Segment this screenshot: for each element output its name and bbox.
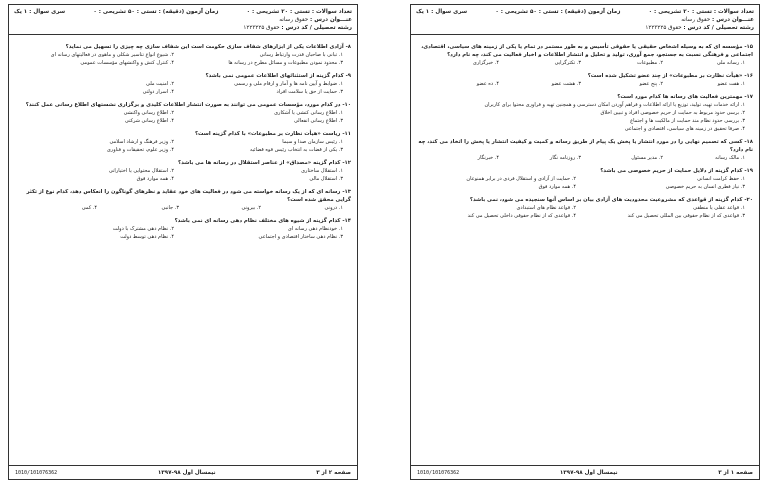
question-text: ۱۴- کدام گزینه از شیوه های مختلف نظام دهی رسانه ای نمی باشد؟ — [174, 218, 351, 224]
answer-options — [15, 167, 351, 183]
answer-option: ۳. محدود نمودن مطبوعات و مسائل مطرح در رسانه ها — [228, 60, 343, 66]
page-number: صفحه ۱ از ۳ — [718, 469, 753, 476]
answer-option: ۱. استقلال ساختاری — [301, 168, 343, 174]
question-count: تعداد سوالات : تستی : ۲۰ تشریحی : ۰ — [246, 9, 352, 15]
course-value: حقوق رسانه — [279, 17, 309, 23]
term-label: نیمسال اول ۹۸-۱۳۹۷ — [559, 469, 618, 476]
answer-option: ۴. قواعدی که از نظام حقوقی داخلی تحصیل می کند — [467, 213, 576, 219]
answer-option: ۱. درونی — [324, 205, 343, 211]
exam-code: 1010/101076362 — [417, 469, 460, 476]
answer-option: ۴. نظام دهی توسط دولت — [120, 234, 174, 240]
question-text: ۹- کدام گزینه از استثنائهای اطلاعات عمومی نمی باشد؟ — [205, 73, 351, 79]
page-header — [9, 5, 357, 35]
answer-option: ۱. تبانی با صاحبان قدرت وارتباط رسانی — [259, 52, 343, 58]
answer-option: ۳. تکثرگرایی — [554, 60, 581, 66]
answer-option: ۴. وزیر علوم، تحقیقات و فناوری — [106, 147, 174, 153]
answer-option: ۴. خبرگزاری — [472, 60, 499, 66]
answer-options — [15, 138, 351, 154]
answer-option: ۳. بررسی حدود نظام مند حمایت از مالکیت ها و اجتماع — [630, 118, 745, 124]
answer-options — [417, 154, 753, 162]
answer-options — [15, 204, 351, 212]
answer-option: ۱. حفظ کرامت انسانی — [697, 176, 745, 182]
answer-option: ۲. بیرونی — [241, 205, 261, 211]
answer-option: ۴. خبرنگار — [477, 155, 499, 161]
answer-option: ۱. مالک رسانه — [715, 155, 745, 161]
course-label: عنـــوان درس : — [310, 17, 352, 23]
exam-page-1 — [410, 4, 760, 480]
answer-option: ۲. قواعد نظام های استبدادی — [516, 205, 576, 211]
question-text: ۱۱- ریاست «هیأت نظارت بر مطبوعات» با کدام گزینه است؟ — [194, 131, 351, 137]
answer-option: ۲. مدیر مسئول — [631, 155, 663, 161]
answer-option: ۳. جانبی — [161, 205, 179, 211]
page-header — [411, 5, 759, 35]
page-footer — [411, 465, 759, 479]
answer-option: ۱. هفت عضو — [717, 81, 745, 87]
field-value: حقوق ۱۲۲۳۲۲۵ — [243, 25, 280, 31]
question-text: ۱۵- مؤسسه ای که به وسیله اشخاص حقیقی یا حقوقی تأسیس و به طور مستمر در تمام یا یکی از زمینه های سیاسی، اقتصادی، اجتماعی و فرهنگی نسبت به جستجو، جمع آوری، تولید و تحلیل و انتشار اطلاعات و اخبار فعالیت می کند، چه نام دارد؟ — [421, 44, 753, 58]
question-text: ۱۲- کدام گزینه «مصداق» از عناصر استقلال در رسانه ها می باشد؟ — [178, 160, 351, 166]
answer-options — [417, 175, 753, 191]
answer-option: ۲. پنج عضو — [639, 81, 663, 87]
answer-option: ۳. روزنامه نگار — [549, 155, 581, 161]
answer-option: ۱. ارائه خدمات تهیه، تولید، توزیع یا ارائه اطلاعات و فراهم آوردن امکان دسترسی و همچنین تهیه و فراوری محتوا برای کاربران — [484, 102, 745, 108]
answer-option: ۱. اطلاع رسانی کنشی یا آشکاری — [274, 110, 343, 116]
answer-options — [15, 80, 351, 96]
answer-option: ۳. نظام دهی ساختار اقتصادی و اجتماعی — [258, 234, 343, 240]
answer-option: ۲. امنیت ملی — [146, 81, 174, 87]
exam-code: 1010/101076362 — [15, 469, 58, 476]
answer-option: ۲. شیوع انواع تناسیر شکلی و ماهوی در فعالیتهای رسانه ای — [50, 52, 174, 58]
question-text: ۱۰- در کدام مورد، مؤسسات عمومی می توانند به صورت انتشار اطلاعات کلیدی و برگزاری نشستهای اطلاع رسانی عمل کنند؟ — [25, 102, 351, 108]
answer-option: ۲. اطلاع رسانی واکنشی — [123, 110, 174, 116]
answer-options — [417, 101, 753, 133]
questions-body — [411, 35, 759, 220]
field-label: رشته تحصیلی / کد درس : — [683, 25, 754, 31]
answer-option: ۲. مطبوعات — [637, 60, 663, 66]
answer-options — [15, 51, 351, 67]
exam-time: زمان آزمون (دقیقه) : تستی : ۵۰ تشریحی : ۰ — [495, 9, 621, 15]
answer-option: ۱. رسانه ملی — [716, 60, 745, 66]
answer-option: ۳. نیاز فطری انسان به حریم خصوصی — [665, 184, 745, 190]
answer-options — [15, 109, 351, 125]
question-text: ۱۹- کدام گزینه از دلایل حمایت از حریم خصوصی می باشد؟ — [600, 168, 753, 174]
answer-option: ۳. حمایت از حق یا سلامت افراد — [276, 89, 343, 95]
answer-options — [417, 204, 753, 220]
course-value: حقوق رسانه — [681, 17, 711, 23]
answer-option: ۱. رئیس سازمان صدا و سیما — [282, 139, 343, 145]
question-text: ۱۸- کسی که تصمیم نهایی را در مورد انتشار یا پخش یک پیام از طریق رسانه و کمیت و کیفیت انتشار یا پخش را اتخاذ می کند، چه نام دارد؟ — [418, 139, 753, 153]
answer-option: ۲. برسی حدود مربوط به حمایت از حریم خصوصی افراد و تبیین اخلاق — [600, 110, 745, 116]
question-text: ۱۳- رسانه ای که از یک رسانه خواسته می شود در فعالیت های خود عقاید و نظرهای گوناگون را انعکاس دهد، کدام نوع از تکثر گرایی محقق شده است؟ — [26, 189, 351, 203]
answer-option: ۲. نظام دهی مشترک با دولت — [112, 226, 174, 232]
answer-option: ۴. کمی — [81, 205, 97, 211]
answer-option: ۴. کنترل کنش و واکنشهای مؤسسات عمومی — [80, 60, 174, 66]
page-number: صفحه ۲ از ۳ — [316, 469, 351, 476]
answer-option: ۴. اسرار دولتی — [142, 89, 174, 95]
term-label: نیمسال اول ۹۸-۱۳۹۷ — [157, 469, 216, 476]
answer-option: ۳. هشت عضو — [551, 81, 581, 87]
question-text: ۱۶- «هیأت نظارت بر مطبوعات» از چند عضو تشکیل شده است؟ — [587, 73, 753, 79]
answer-options — [417, 59, 753, 67]
page-footer — [9, 465, 357, 479]
field-value: حقوق ۱۲۲۳۲۲۵ — [645, 25, 682, 31]
question-text: ۸- آزادی اطلاعات یکی از ابزارهای شفاف سازی حکومت است این شفاف سازی چه چیزی را تسهیل می نماید؟ — [65, 44, 351, 50]
answer-option: ۴. اطلاع رسانی شرکتی — [124, 118, 174, 124]
series-label: سری سوال : ۱ یک — [14, 9, 66, 15]
answer-option: ۳. اطلاع رسانی انفعالی — [293, 118, 343, 124]
question-text: ۱۷- مهمترین فعالیت های رسانه ها کدام مورد است؟ — [617, 94, 753, 100]
field-label: رشته تحصیلی / کد درس : — [281, 25, 352, 31]
answer-option: ۲. وزیر فرهنگ و ارشاد اسلامی — [109, 139, 174, 145]
answer-option: ۱. قواعد عقلی یا منطقی — [693, 205, 745, 211]
answer-option: ۲. حمایت از آزادی و استقلال فردی در برابر همنوعان — [466, 176, 576, 182]
series-label: سری سوال : ۱ یک — [416, 9, 468, 15]
answer-option: ۴. همه موارد فوق — [538, 184, 576, 190]
answer-option: ۴. ده عضو — [476, 81, 499, 87]
answer-options — [15, 225, 351, 241]
answer-option: ۲. استقلال محتوایی یا اختیاراتی — [108, 168, 174, 174]
question-count: تعداد سوالات : تستی : ۲۰ تشریحی : ۰ — [648, 9, 754, 15]
question-text: ۲۰- کدام گزینه از قواعدی که مشروعیت محدودیت های آزادی بیان بر اساس آنها سنجیده می شود، نمی باشد؟ — [469, 197, 753, 203]
exam-time: زمان آزمون (دقیقه) : تستی : ۵۰ تشریحی : ۰ — [93, 9, 219, 15]
answer-option: ۴. همه موارد فوق — [136, 176, 174, 182]
answer-option: ۱. خودنظام دهی رسانه ای — [287, 226, 343, 232]
course-label: عنـــوان درس : — [712, 17, 754, 23]
questions-body — [9, 35, 357, 241]
answer-option: ۳. قواعدی که از نظام حقوقی بین المللی تحصیل می کند — [627, 213, 745, 219]
answer-option: ۳. استقلال مالی — [309, 176, 343, 182]
answer-option: ۱. ضوابط و آیین نامه ها و آمار و ارقام ملی و رسمی — [234, 81, 343, 87]
exam-page-2 — [8, 4, 358, 480]
answer-option: ۳. یکی از قضات به انتخاب رئیس قوه قضائیه — [249, 147, 343, 153]
answer-options — [417, 80, 753, 88]
answer-option: ۴. صرفا تحقیق در زمینه های سیاسی، اقتصادی و اجتماعی — [624, 126, 745, 132]
